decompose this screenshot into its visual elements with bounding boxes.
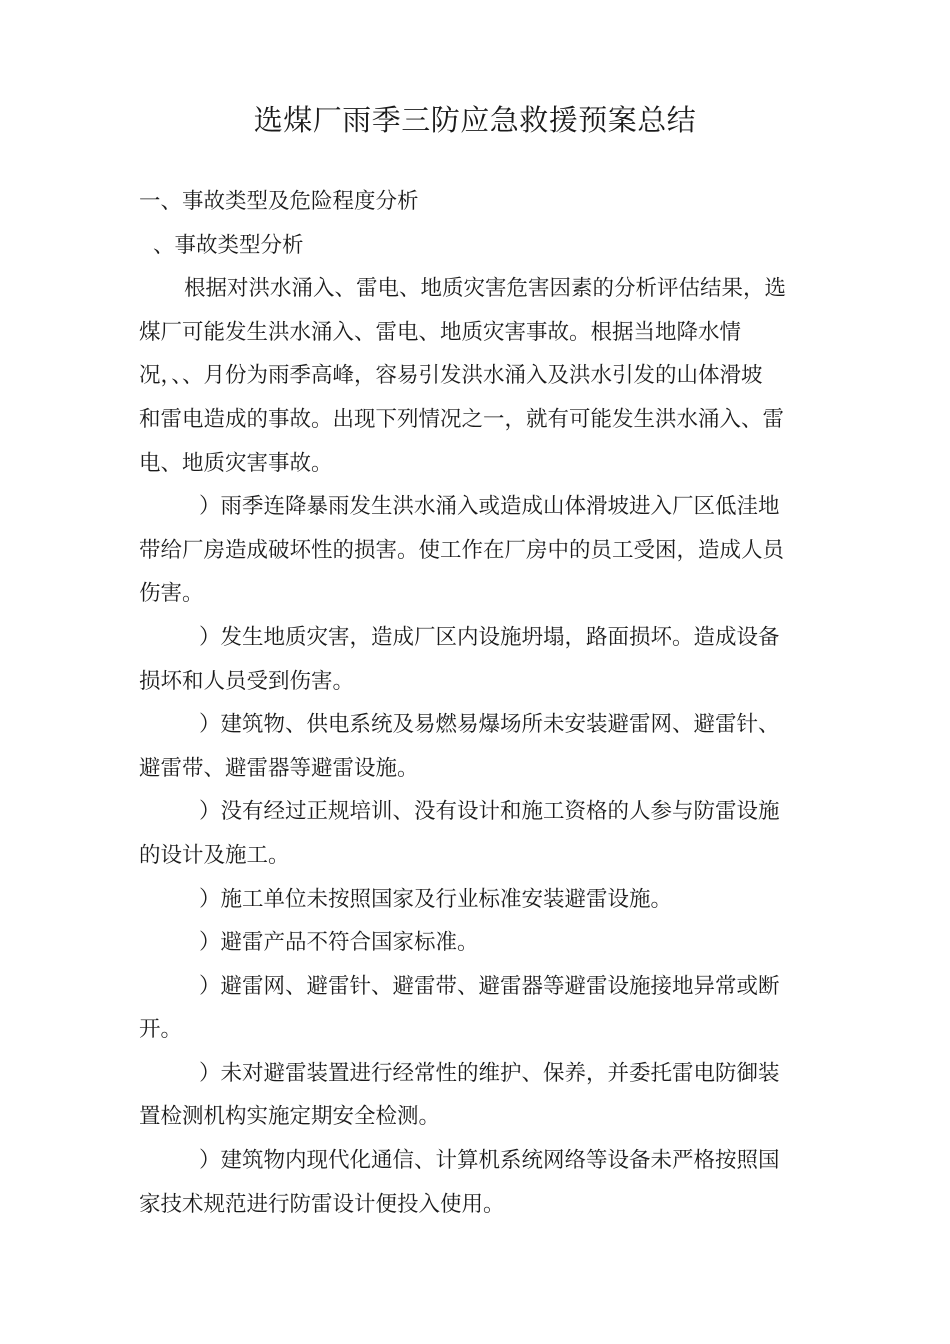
list-item [139, 965, 819, 1052]
list-item-line: 带给厂房造成破坏性的损害。使工作在厂房中的员工受困，造成人员 [139, 537, 785, 563]
document-body [139, 180, 819, 1226]
list-item [139, 703, 819, 790]
list-item-line: ）避雷产品不符合国家标准。 [199, 930, 479, 956]
list-item [139, 616, 819, 703]
list-item-line: ）施工单位未按照国家及行业标准安装避雷设施。 [199, 886, 673, 912]
list-item-line: 避雷带、避雷器等避雷设施。 [139, 755, 419, 781]
list-item [139, 1052, 819, 1139]
list-item [139, 485, 819, 616]
intro-paragraph [139, 267, 819, 485]
subsection-heading: 、事故类型分析 [153, 232, 304, 258]
list-item-line: 的设计及施工。 [139, 842, 290, 868]
list-item-line: 开。 [139, 1017, 183, 1043]
list-item-line: 损坏和人员受到伤害。 [139, 668, 355, 694]
list-item-line: 伤害。 [139, 581, 204, 607]
paragraph-line: 和雷电造成的事故。出现下列情况之一，就有可能发生洪水涌入、雷 [139, 406, 785, 432]
paragraph-line: 电、地质灾害事故。 [139, 450, 333, 476]
list-item-line: ）建筑物内现代化通信、计算机系统网络等设备未严格按照国 [199, 1148, 780, 1174]
paragraph-line: 煤厂可能发生洪水涌入、雷电、地质灾害事故。根据当地降水情 [139, 319, 742, 345]
paragraph-line: 根据对洪水涌入、雷电、地质灾害危害因素的分析评估结果，选 [184, 276, 787, 302]
list-item-line: ）未对避雷装置进行经常性的维护、保养，并委托雷电防御装 [199, 1060, 780, 1086]
list-item-line: ）雨季连降暴雨发生洪水涌入或造成山体滑坡进入厂区低洼地 [199, 494, 780, 520]
list-item-line: 置检测机构实施定期安全检测。 [139, 1104, 441, 1130]
section-heading: 一、事故类型及危险程度分析 [139, 189, 419, 214]
list-item-line: ）没有经过正规培训、没有设计和施工资格的人参与防雷设施 [199, 799, 780, 825]
list-item-line: 家技术规范进行防雷设计便投入使用。 [139, 1191, 505, 1217]
document-title: 选煤厂雨季三防应急救援预案总结 [253, 103, 697, 137]
paragraph-line: 况，、、月份为雨季高峰，容易引发洪水涌入及洪水引发的山体滑坡 [139, 363, 763, 389]
list-item [139, 921, 819, 965]
list-item-line: ）发生地质灾害，造成厂区内设施坍塌，路面损坏。造成设备 [199, 624, 780, 650]
list-item [139, 878, 819, 922]
list-item-line: ）建筑物、供电系统及易燃易爆场所未安装避雷网、避雷针、 [199, 712, 780, 738]
list-item [139, 790, 819, 877]
list-item-line: ）避雷网、避雷针、避雷带、避雷器等避雷设施接地异常或断 [199, 973, 780, 999]
list-item [139, 1139, 819, 1226]
